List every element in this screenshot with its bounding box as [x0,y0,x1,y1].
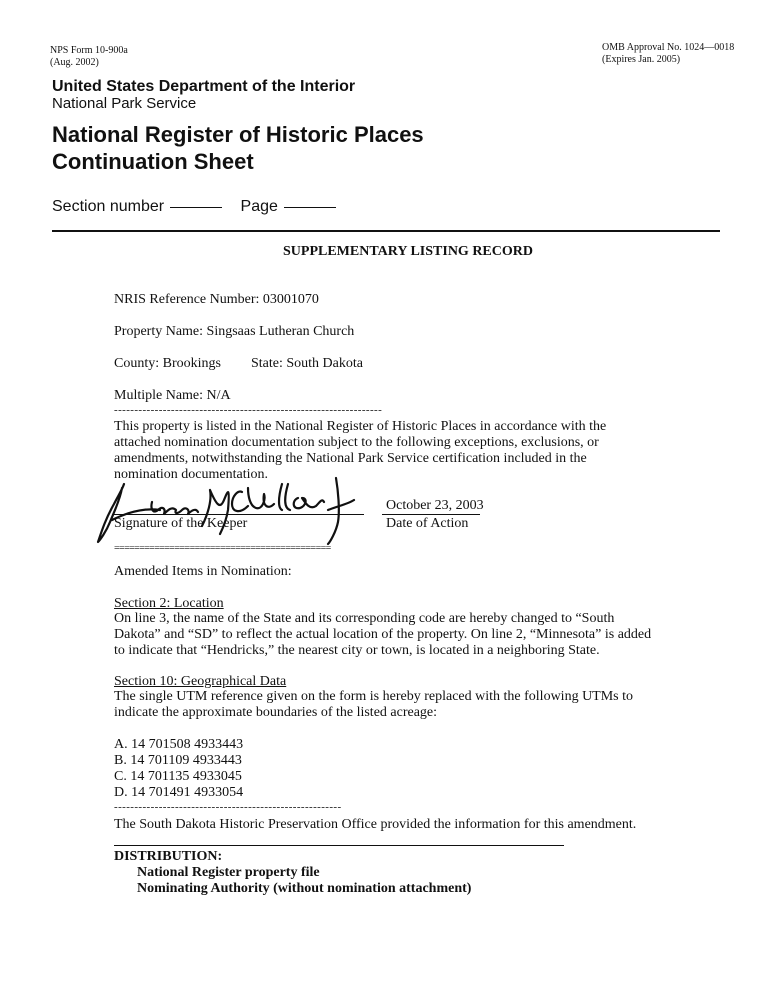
county: County: Brookings [114,356,221,371]
listing-statement: This property is listed in the National Register of Historic Places in accordance with the attached nomination documentation subject to the following exceptions, exclusions, or amendments, notwithstanding the National Park Service certification included in the nomination documentation. [114,419,607,482]
form-date: (Aug. 2002) [50,57,99,68]
omb-expiration: (Expires Jan. 2005) [602,54,681,65]
separator-dashes-2: -------------------------------------------------------- [114,801,342,813]
multiple-name: Multiple Name: N/A [114,388,231,403]
record-heading: SUPPLEMENTARY LISTING RECORD [283,244,533,259]
utm-a: A. 14 701508 4933443 [114,737,244,752]
section-10-text: The single UTM reference given on the form is hereby replaced with the following UTMs to indicate the approximate boundaries of the listed acreage: [114,689,634,720]
distribution-rule [114,845,564,846]
action-date-label: Date of Action [386,516,469,531]
section-number-label: Section number [52,198,165,215]
section-number-field [52,198,342,216]
page-title: National Register of Historic Places [52,122,424,147]
signature-line [112,514,364,515]
distribution-item-nominating-authority: Nominating Authority (without nomination attachment) [137,881,472,896]
action-date-line [382,514,480,515]
section-10-title: Section 10: Geographical Data [114,674,287,689]
header-rule [52,230,720,232]
section-2-text: On line 3, the name of the State and its corresponding code are hereby changed to “South Dakota” and “SD” to reflect the actual location of the property. On line 2, “Minnesota” is added to indicate that “Hendricks,” the nearest city or town, is located in a neighboring State. [114,611,652,658]
section-2-title: Section 2: Location [114,596,224,611]
page-number-blank [284,207,336,208]
state: State: South Dakota [251,356,363,371]
department-name: United States Department of the Interior [52,78,356,95]
distribution-heading: DISTRIBUTION: [114,849,223,864]
keeper-signature [92,470,382,550]
form-number: NPS Form 10-900a [50,45,128,56]
utm-d: D. 14 701491 4933054 [114,785,244,800]
utm-b: B. 14 701109 4933443 [114,753,242,768]
utm-c: C. 14 701135 4933045 [114,769,242,784]
double-rule: =========================================== [114,543,331,554]
nris-reference: NRIS Reference Number: 03001070 [114,292,319,307]
amended-items-heading: Amended Items in Nomination: [114,564,292,579]
section-number-blank [170,207,222,208]
action-date: October 23, 2003 [386,498,484,513]
separator-dashes: ------------------------------------------------------------------ [114,404,383,416]
page-subtitle: Continuation Sheet [52,149,254,174]
distribution-item-property-file: National Register property file [137,865,320,880]
property-name: Property Name: Singsaas Lutheran Church [114,324,355,339]
signature-label: Signature of the Keeper [114,516,248,531]
source-note: The South Dakota Historic Preservation Office provided the information for this amendment. [114,817,637,832]
agency-name: National Park Service [52,95,197,112]
omb-approval: OMB Approval No. 1024—0018 [602,42,735,53]
page-label: Page [240,198,278,215]
